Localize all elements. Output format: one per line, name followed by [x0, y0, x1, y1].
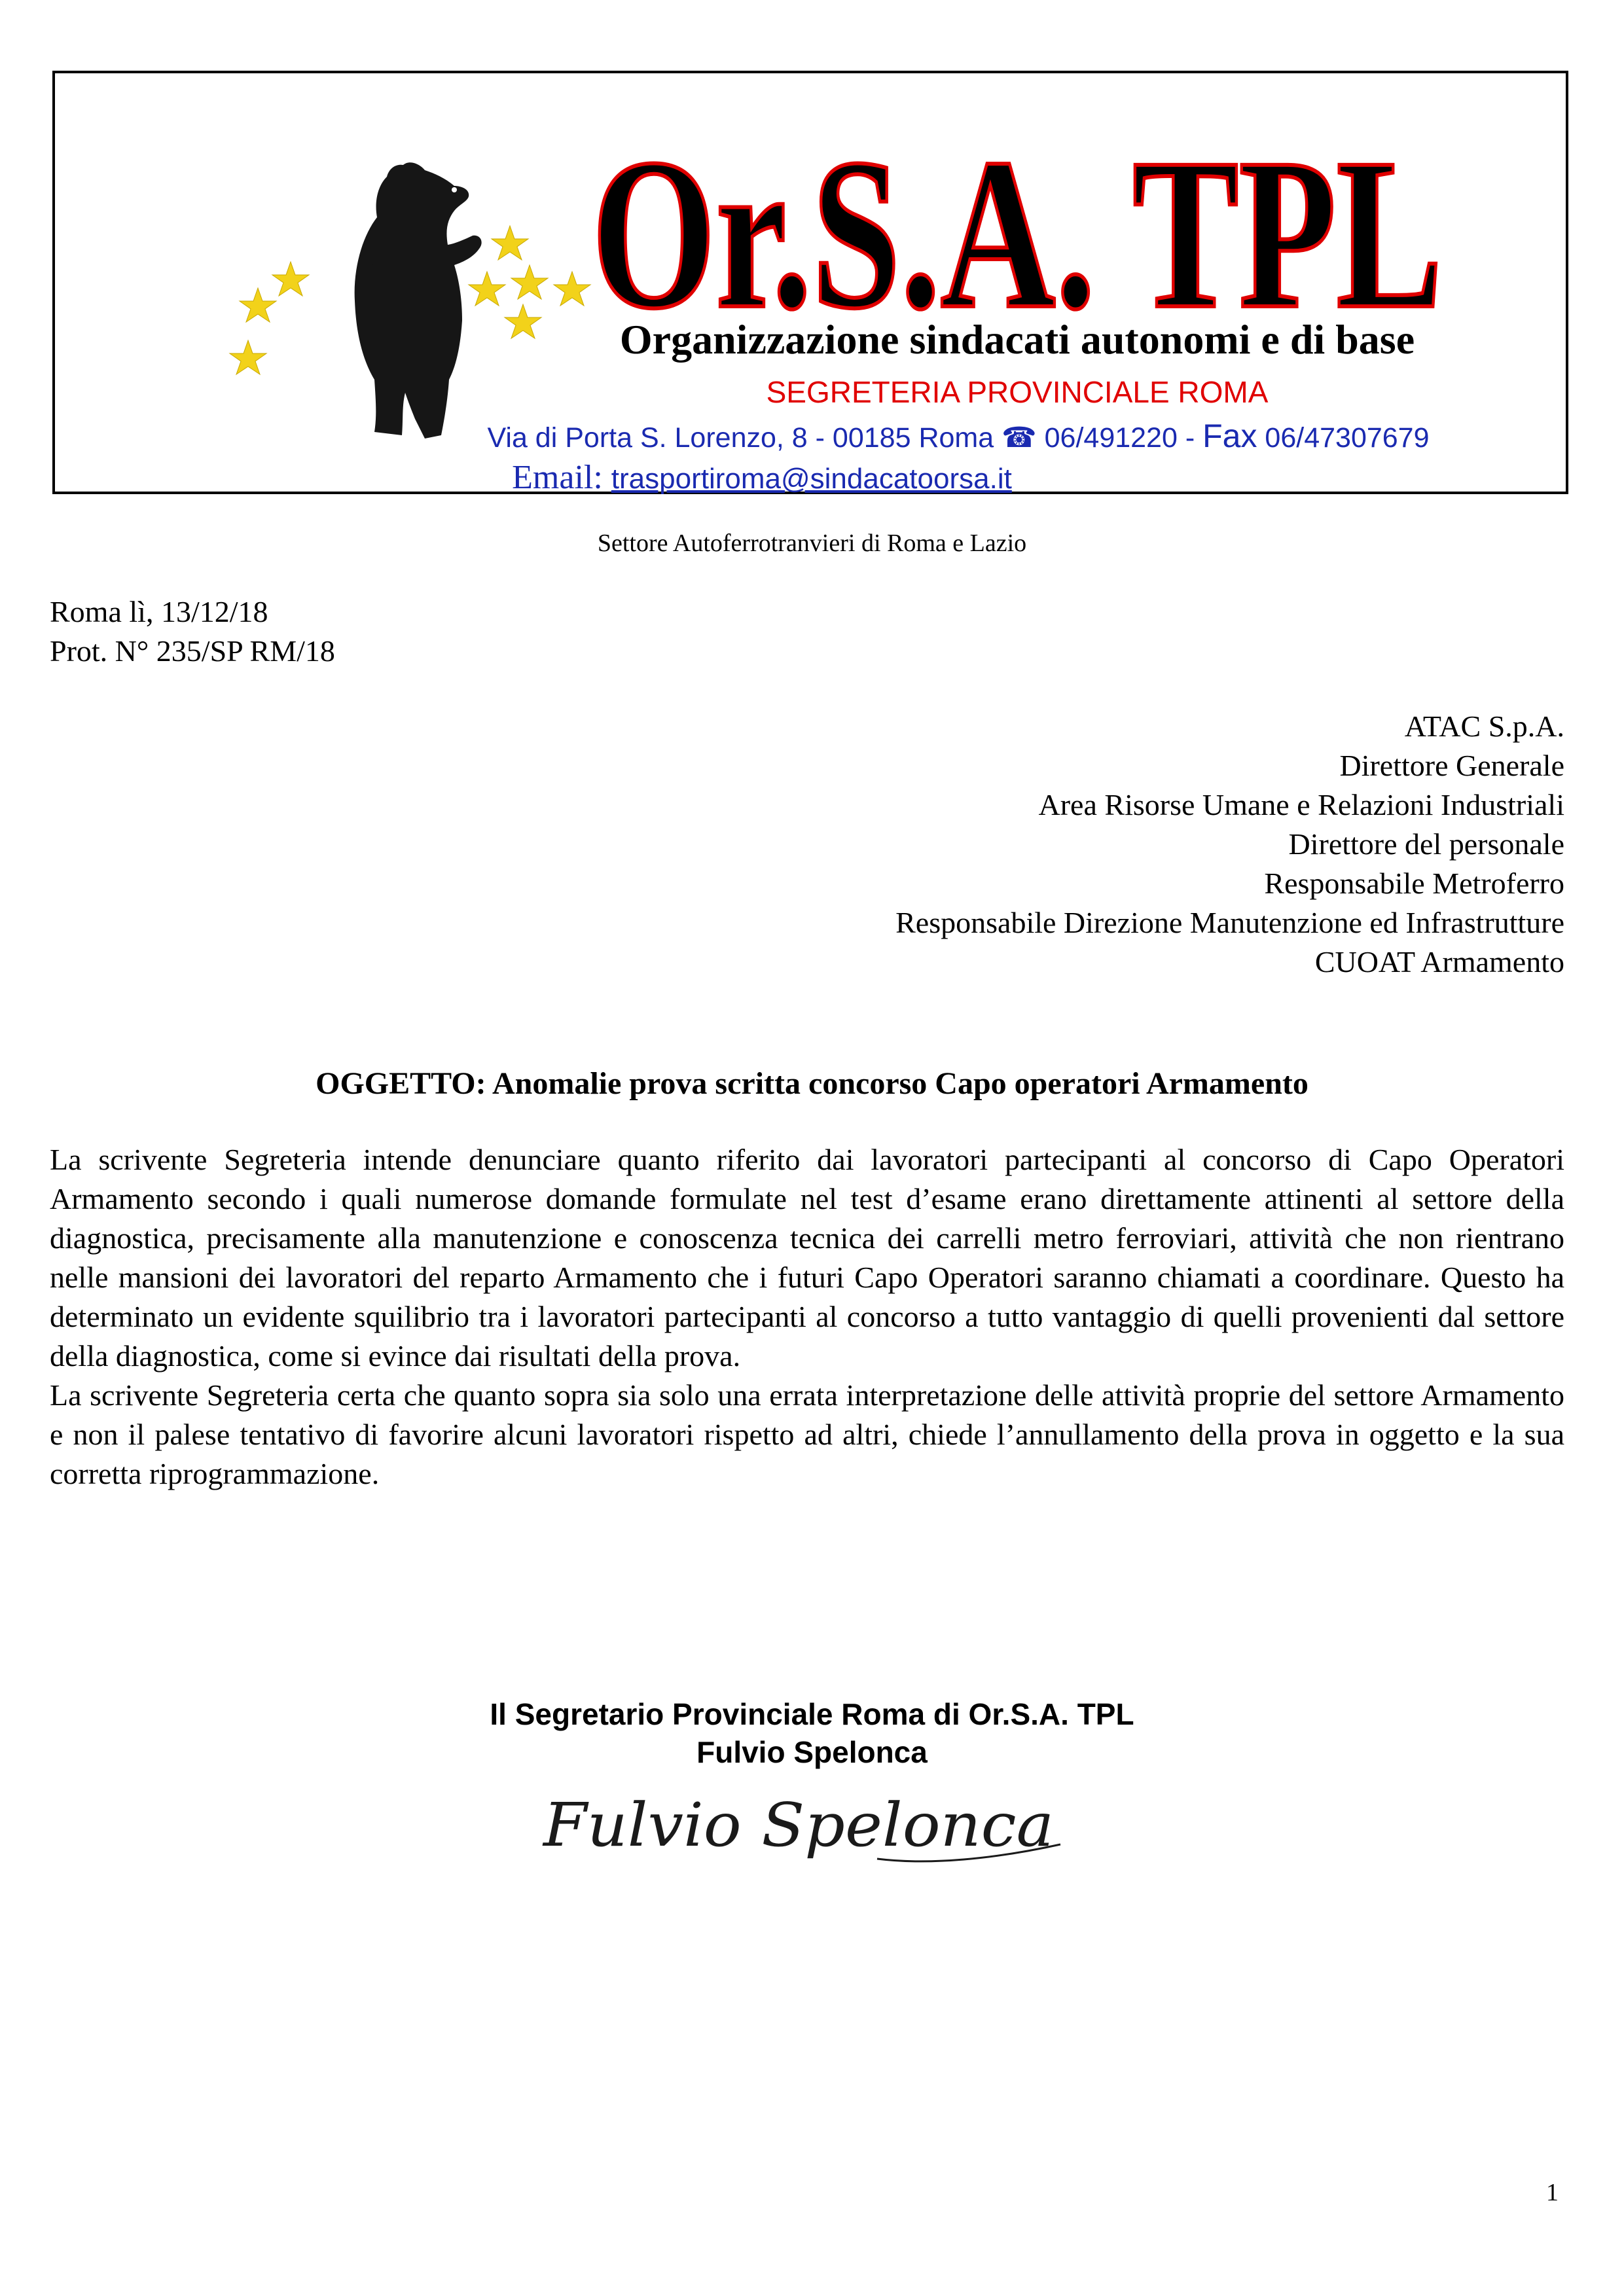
recipient-line: Direttore del personale	[1288, 827, 1564, 861]
protocol-number: Prot. N° 235/SP RM/18	[50, 634, 335, 668]
letter-meta	[50, 592, 335, 671]
recipient-line: Area Risorse Umane e Relazioni Industriali	[1038, 788, 1564, 821]
signature-text: Fulvio Spelonca	[541, 1790, 1054, 1860]
contact-address-line: Via di Porta S. Lorenzo, 8 - 00185 Roma ☎ 06/491220 - Fax 06/47307679	[487, 418, 1430, 454]
recipient-line: Responsabile Metroferro	[1264, 867, 1564, 900]
recipient-block	[895, 707, 1564, 982]
subject-line: OGGETTO: Anomalie prova scritta concorso Capo operatori Armamento	[316, 1066, 1308, 1101]
recipient-line: Responsabile Direzione Manutenzione ed Infrastrutture	[895, 906, 1564, 939]
email-link[interactable]: trasportiroma@sindacatoorsa.it	[611, 463, 1012, 495]
recipient-line: CUOAT Armamento	[1314, 945, 1564, 978]
brand-text: Or.S.A. TPL	[592, 115, 1443, 353]
fax-label: Fax	[1202, 418, 1257, 454]
fax-number: 06/47307679	[1265, 422, 1430, 454]
signatory-title: Il Segretario Provinciale Roma di Or.S.A. TPL	[490, 1697, 1134, 1731]
letter-body	[50, 1140, 1564, 1494]
email-label: Email:	[512, 459, 603, 496]
recipient-line: Direttore Generale	[1339, 749, 1564, 782]
email-line	[304, 458, 1220, 497]
recipient-line: ATAC S.p.A.	[1404, 709, 1564, 743]
segreteria-label: SEGRETERIA PROVINCIALE ROMA	[766, 375, 1269, 409]
organization-name: Organizzazione sindacati autonomi e di base	[619, 316, 1415, 363]
street-address: Via di Porta S. Lorenzo, 8 - 00185 Roma	[487, 422, 994, 454]
place-date: Roma lì, 13/12/18	[50, 595, 268, 628]
page-number: 1	[1546, 2179, 1559, 2206]
signatory-name: Fulvio Spelonca	[696, 1735, 928, 1769]
body-paragraph: La scrivente Segreteria certa che quanto sopra sia solo una errata interpretazione delle attività proprie del settore Armamento e non il palese tentativo di favorire alcuni lavoratori rispetto ad altri, chiede l’annullamento della prova in oggetto e la sua corretta riprogrammazione.	[50, 1378, 1564, 1490]
sector-line: Settore Autoferrotranvieri di Roma e Lazio	[597, 529, 1027, 557]
telephone-icon: ☎	[1001, 422, 1037, 454]
body-paragraph: La scrivente Segreteria intende denunciare quanto riferito dai lavoratori partecipanti al concorso di Capo Operatori Armamento secondo i quali numerose domande formulate nel test d’esame erano direttamente attinenti al settore della diagnostica, precisamente alla manutenzione e conoscenza tecnica dei carrelli metro ferroviari, attività che non rientrano nelle mansioni dei lavoratori del reparto Armamento che i futuri Capo Operatori saranno chiamati a coordinare. Questo ha determinato un evidente squilibrio tra i lavoratori partecipanti al concorso a tutto vantaggio di quelli provenienti dal settore della diagnostica, come si evince dai risultati della prova.	[50, 1143, 1564, 1372]
letterhead	[52, 71, 1568, 494]
handwritten-signature	[537, 1767, 1074, 1878]
signoff-block	[0, 1695, 1624, 1771]
phone-number: 06/491220	[1044, 422, 1178, 454]
